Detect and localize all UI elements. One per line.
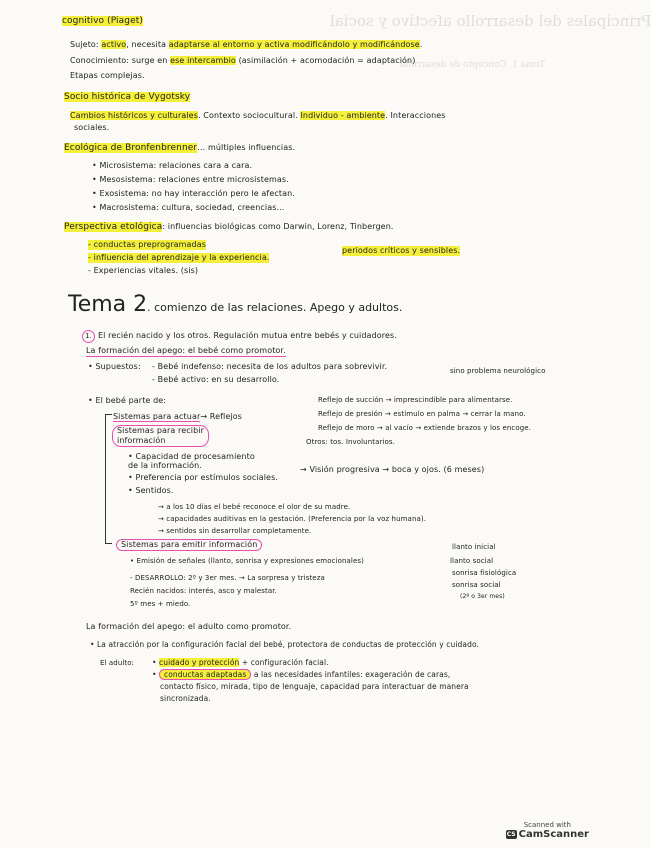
- desarrollo-2: Recién nacidos: interés, asco y malestar.: [130, 587, 277, 595]
- bleed-through-title: Principales del desarrollo afectivo y social: [330, 12, 651, 30]
- piaget-line-2: Conocimiento: surge en ese intercambio (asimilación + acomodación = adaptación): [70, 56, 416, 65]
- etologica-item-2: - influencia del aprendizaje y la experiencia.: [88, 253, 270, 262]
- info-item-2: de la información.: [128, 461, 202, 470]
- etologica-item-3: - Experiencias vitales. (sis): [88, 266, 199, 275]
- camscanner-watermark: [506, 821, 589, 840]
- adulto-item-1: • cuidado y protección + configuración facial.: [152, 658, 329, 667]
- camscanner-brand-label: CamScanner: [518, 829, 589, 840]
- desarrollo-3: 5º mes + miedo.: [130, 600, 191, 608]
- desarrollo-1: - DESARROLLO: 2º y 3er mes. → La sorpresa y tristeza: [130, 574, 325, 582]
- scanned-with-label: Scanned with: [523, 821, 571, 829]
- piaget-heading: cognitivo (Piaget): [62, 16, 143, 26]
- adulto-promotor-heading: La formación del apego: el adulto como promotor.: [86, 622, 292, 631]
- info-item-4: • Sentidos.: [128, 486, 174, 495]
- supuestos-note: sino problema neurológico: [450, 367, 546, 375]
- sentido-3: → sentidos sin desarrollar completamente.: [158, 527, 312, 535]
- right-note-4: sonrisa social: [452, 581, 501, 589]
- info-item-1: • Capacidad de procesamiento: [128, 452, 255, 461]
- sistemas-actuar: Sistemas para actuar→ Reflejos: [113, 412, 242, 421]
- bronfenbrenner-item-4: • Macrosistema: cultura, sociedad, creencias...: [92, 203, 285, 212]
- right-note-2: llanto social: [450, 557, 494, 565]
- reflejo-2: Reflejo de presión → estímulo en palma → cerrar la mano.: [318, 410, 526, 418]
- bebe-parte-de: • El bebé parte de:: [88, 396, 167, 405]
- tema-2-title: Tema 2. comienzo de las relaciones. Apego y adultos.: [68, 292, 403, 317]
- right-note-5: (2º o 3er mes): [460, 593, 505, 600]
- supuesto-1: - Bebé indefenso: necesita de los adultos para sobrevivir.: [152, 362, 388, 371]
- adulto-item-3: contacto físico, mirada, tipo de lenguaje, capacidad para interactuar de manera: [160, 682, 469, 691]
- camscanner-brand: [506, 829, 589, 840]
- etologica-side-note: periodos críticos y sensibles.: [342, 246, 461, 255]
- bleed-through-subtitle: Tema 1. Concepto de desarrollo: [400, 60, 546, 70]
- bronfenbrenner-item-3: • Exosistema: no hay interacción pero le afectan.: [92, 189, 295, 198]
- bronfenbrenner-item-2: • Mesosistema: relaciones entre microsistemas.: [92, 175, 289, 184]
- supuestos-label: • Supuestos:: [88, 362, 141, 371]
- vygotsky-heading: Socio histórica de Vygotsky: [64, 92, 191, 102]
- el-adulto-label: El adulto:: [100, 659, 135, 667]
- vygotsky-line-2: sociales.: [74, 123, 110, 132]
- emitir-item: • Emisión de señales (llanto, sonrisa y expresiones emocionales): [130, 557, 364, 565]
- etologica-heading: Perspectiva etológica: influencias biológicas como Darwin, Lorenz, Tinbergen.: [64, 222, 394, 232]
- vision-note: → Visión progresiva → boca y ojos. (6 meses): [300, 465, 485, 474]
- piaget-line-1: Sujeto: activo, necesita adaptarse al entorno y activa modificándolo y modificándose.: [70, 40, 423, 49]
- systems-bracket: [105, 414, 112, 544]
- bebe-promotor-heading: La formación del apego: el bebé como promotor.: [86, 346, 286, 355]
- right-note-1: llanto inicial: [452, 543, 496, 551]
- sistemas-emitir-info: Sistemas para emitir información: [116, 539, 262, 551]
- supuesto-2: - Bebé activo: en su desarrollo.: [152, 375, 280, 384]
- right-note-3: sonrisa fisiológica: [452, 569, 517, 577]
- adulto-item-2: • conductas adaptadas a las necesidades infantiles: exageración de caras,: [152, 670, 451, 679]
- adulto-point-1: • La atracción por la configuración facial del bebé, protectora de conductas de protección y cuidado.: [90, 640, 480, 649]
- sistemas-recibir-info: Sistemas para recibir información: [112, 425, 209, 447]
- piaget-line-3: Etapas complejas.: [70, 71, 145, 80]
- info-item-3: • Preferencia por estímulos sociales.: [128, 473, 278, 482]
- etologica-item-1: - conductas preprogramadas: [88, 240, 207, 249]
- point-1-number: 1.: [82, 330, 95, 343]
- reflejos-otros: Otros: tos. Involuntarios.: [306, 438, 395, 446]
- adulto-item-4: sincronizada.: [160, 694, 211, 703]
- sentido-1: → a los 10 días el bebé reconoce el olor de su madre.: [158, 503, 351, 511]
- reflejo-3: Reflejo de moro → al vacío → extiende brazos y los encoge.: [318, 424, 531, 432]
- bronfenbrenner-heading: Ecológica de Bronfenbrenner… múltiples influencias.: [64, 143, 296, 153]
- sentido-2: → capacidades auditivas en la gestación. (Preferencia por la voz humana).: [158, 515, 427, 523]
- reflejo-1: Reflejo de succión → imprescindible para alimentarse.: [318, 396, 513, 404]
- bronfenbrenner-item-1: • Microsistema: relaciones cara a cara.: [92, 161, 253, 170]
- camscanner-icon: CS: [506, 831, 516, 838]
- tema-2-point-1: 1. El recién nacido y los otros. Regulación mutua entre bebés y cuidadores.: [82, 330, 397, 343]
- vygotsky-line-1: Cambios históricos y culturales. Contexto sociocultural. Individuo - ambiente. Interacciones: [70, 111, 446, 120]
